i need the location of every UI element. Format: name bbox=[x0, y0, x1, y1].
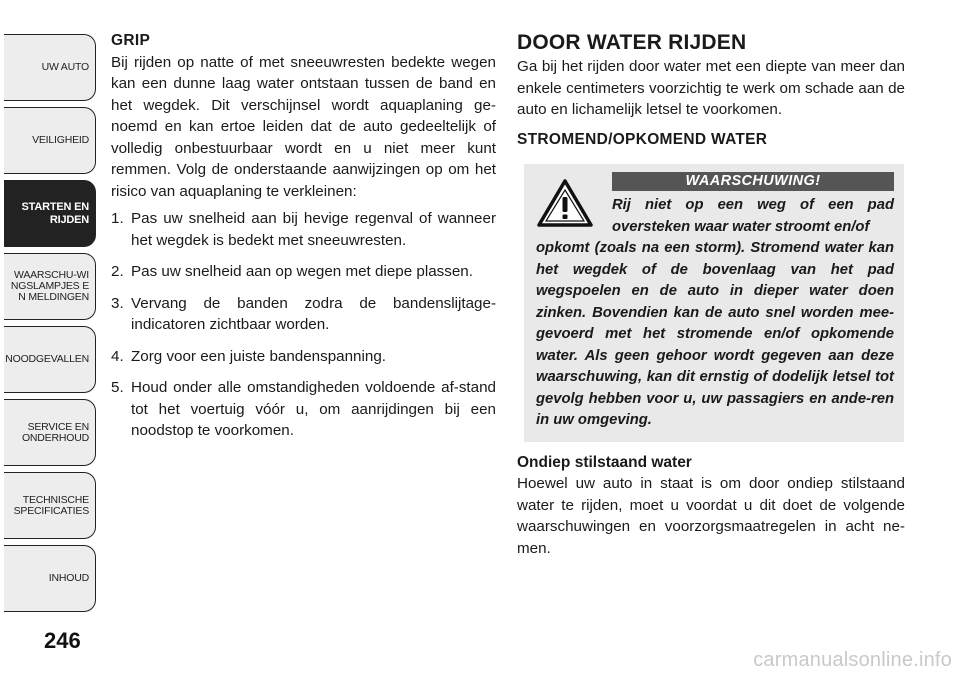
ondiep-water-text: Hoewel uw auto in staat is om door ondiep stilstaand water te rijden, moet u voordat u dit doet de volgende waarschuwingen en voorzorgsmaatregelen in acht ne-men. bbox=[517, 475, 905, 557]
warning-lead: Rij niet op een weg of een pad oversteken waar water stroomt en/of bbox=[612, 197, 894, 235]
tab-label: WAARSCHU-WINGSLAMPJES EN MELDINGEN bbox=[10, 269, 89, 303]
step-number: 1. bbox=[111, 210, 124, 227]
step-text: Vervang de banden zodra de bandenslijtage-indicatoren zichtbaar worden. bbox=[131, 294, 496, 333]
list-item bbox=[111, 293, 496, 336]
tab-label: STARTEN EN RIJDEN bbox=[21, 200, 89, 226]
tab-label: SERVICE EN ONDERHOUD bbox=[21, 420, 89, 444]
tab-label: TECHNISCHE SPECIFICATIES bbox=[13, 493, 89, 517]
tab-waarschuwingslampjes[interactable] bbox=[4, 253, 96, 320]
warning-body: opkomt (zoals na een storm). Stromend water kan het wegdek of de bovenlaag van het pad wegspoelen en de auto in dieper water doen zinken. Bovendien kan de auto snel worden mee-gevoerd met het stromende en/of opkomende water. Als geen gehoor wordt gegeven aan deze waarschuwing, kan dit ernstig of dodelijk letsel tot gevolg hebben voor u, uw passagiers en ande-ren in uw omgeving. bbox=[536, 240, 894, 428]
step-text: Pas uw snelheid aan bij hevige regenval of wanneer het wegdek is bedekt met sneeuwresten. bbox=[131, 210, 496, 249]
list-item bbox=[111, 208, 496, 251]
tab-label: VEILIGHEID bbox=[32, 134, 89, 146]
warning-box bbox=[524, 164, 904, 442]
tab-starten-en-rijden[interactable] bbox=[4, 180, 96, 247]
list-item bbox=[111, 261, 496, 283]
step-text: Zorg voor een juiste bandenspanning. bbox=[131, 347, 386, 365]
section-heading-door-water-rijden: DOOR WATER RIJDEN bbox=[517, 31, 747, 54]
water-intro: Ga bij het rijden door water met een diepte van meer dan enkele centimeters voorzichtig te werk om schade aan de auto en lichamelijk letsel te voorkomen. bbox=[517, 58, 905, 118]
warning-title: WAARSCHUWING! bbox=[612, 172, 894, 191]
tab-label: INHOUD bbox=[48, 572, 89, 584]
grip-intro: Bij rijden op natte of met sneeuwresten bedekte wegen kan een dunne laag water ontstaan tussen de band en het wegdek. Dit verschijnsel wordt aquaplaning ge-noemd en kan ertoe leiden dat de auto gedeeltelijk of volledig onbestuurbaar wordt en u niet meer kunt remmen. Volg de onderstaande aanwijzingen op om het risico van aquaplaning te verkleinen: bbox=[111, 53, 496, 200]
grip-steps bbox=[111, 208, 496, 442]
tab-veiligheid[interactable] bbox=[4, 107, 96, 174]
tab-label: NOODGEVALLEN bbox=[5, 353, 89, 365]
chapter-tabs bbox=[0, 0, 98, 678]
step-text: Pas uw snelheid aan op wegen met diepe plassen. bbox=[131, 263, 473, 280]
list-item bbox=[111, 377, 496, 442]
warning-text bbox=[536, 195, 894, 432]
right-column bbox=[517, 30, 905, 559]
step-number: 2. bbox=[111, 263, 124, 280]
tab-service-en-onderhoud[interactable] bbox=[4, 399, 96, 466]
tab-technische-specificaties[interactable] bbox=[4, 472, 96, 539]
tab-label: UW AUTO bbox=[41, 61, 89, 73]
left-column bbox=[111, 30, 496, 452]
subheading-ondiep-water: Ondiep stilstaand water bbox=[517, 453, 692, 471]
list-item bbox=[111, 346, 496, 368]
tab-noodgevallen[interactable] bbox=[4, 326, 96, 393]
watermark: carmanualsonline.info bbox=[753, 649, 952, 671]
step-number: 4. bbox=[111, 347, 124, 365]
step-text: Houd onder alle omstandigheden voldoende af-stand tot het voertuig vóór u, om aanrijdingen bij een noodstop te voorkomen. bbox=[131, 379, 496, 439]
tab-uw-auto[interactable] bbox=[4, 34, 96, 101]
section-heading-grip: GRIP bbox=[111, 32, 151, 49]
step-number: 3. bbox=[111, 294, 124, 312]
warning-triangle-icon bbox=[536, 178, 594, 228]
step-number: 5. bbox=[111, 379, 124, 396]
page-number: 246 bbox=[44, 628, 81, 653]
subheading-stromend-water: STROMEND/OPKOMEND WATER bbox=[517, 130, 768, 148]
tab-inhoud[interactable] bbox=[4, 545, 96, 612]
